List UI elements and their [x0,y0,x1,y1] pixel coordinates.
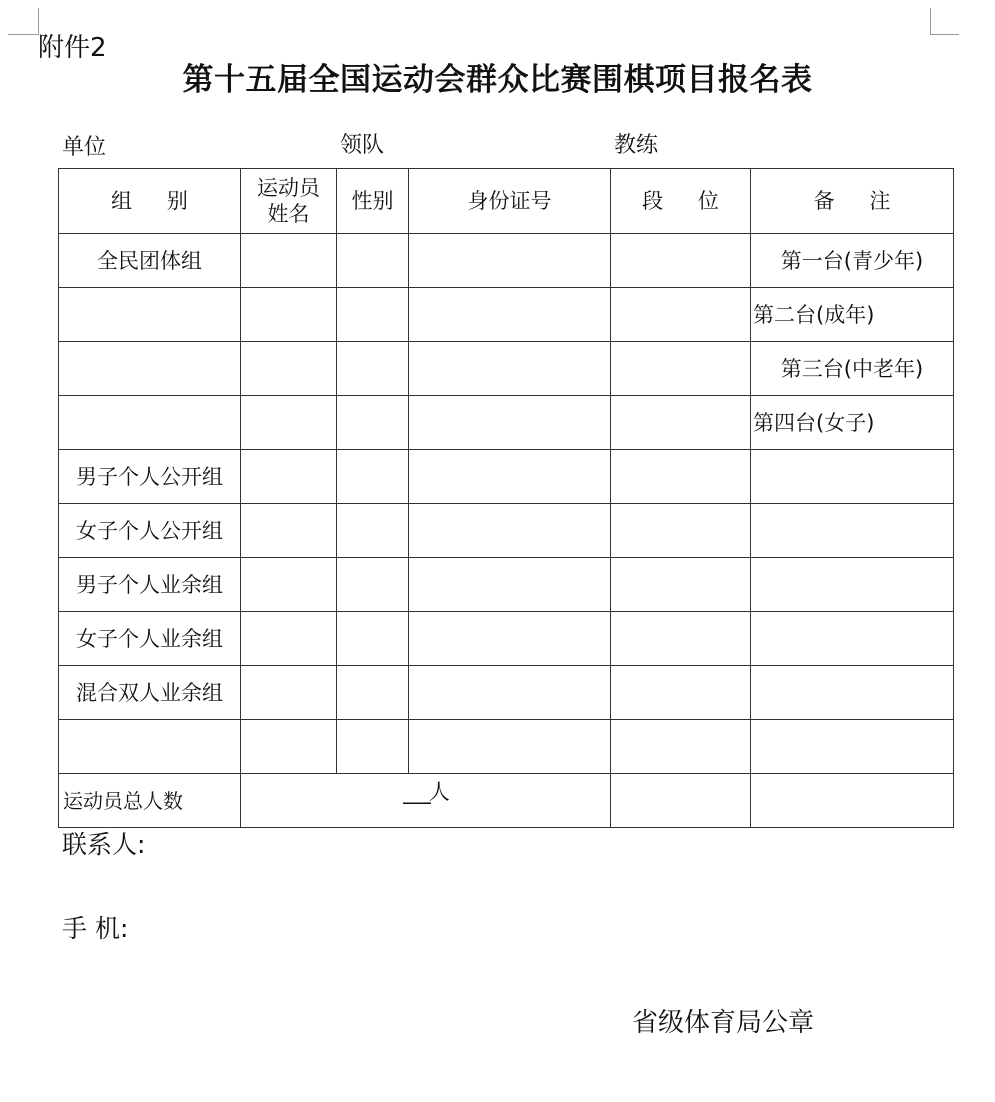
cell-id-number[interactable] [409,666,611,720]
cell-rank[interactable] [611,288,751,342]
header-name-line1: 运动员 [257,176,320,200]
table-row [59,504,954,558]
cell-gender[interactable] [337,234,409,288]
cell-gender[interactable] [337,396,409,450]
cell-rank[interactable] [611,450,751,504]
cell-id-number[interactable] [409,396,611,450]
cell-name[interactable] [241,666,337,720]
cell-rank[interactable] [611,720,751,774]
header-athlete-name [241,169,337,234]
cell-rank[interactable] [611,666,751,720]
table-row [59,666,954,720]
cell-id-number[interactable] [409,234,611,288]
cell-gender[interactable] [337,720,409,774]
cell-note: 第一台(青少年) [751,234,954,288]
cell-name[interactable] [241,396,337,450]
header-note: 备 注 [751,169,954,234]
page-title: 第十五届全国运动会群众比赛围棋项目报名表 [182,62,813,98]
cell-name[interactable] [241,612,337,666]
coach-label: 教练 [614,133,659,158]
cell-name[interactable] [241,450,337,504]
cell-note[interactable] [751,504,954,558]
table-row [59,450,954,504]
table-header-row [59,169,954,234]
total-row [59,774,954,828]
cell-rank[interactable] [611,396,751,450]
crop-mark-top-right [930,8,959,35]
header-id-number: 身份证号 [409,169,611,234]
phone-label: 手 机: [62,914,129,943]
table-row [59,234,954,288]
cell-note: 第二台(成年) [751,288,954,342]
total-athletes-value[interactable] [241,774,611,828]
cell-group [59,720,241,774]
cell-id-number[interactable] [409,612,611,666]
leader-label: 领队 [340,133,385,158]
cell-group: 女子个人公开组 [59,504,241,558]
cell-gender[interactable] [337,666,409,720]
table-row [59,288,954,342]
header-name-line2: 姓名 [267,202,310,226]
cell-rank[interactable] [611,342,751,396]
cell-name[interactable] [241,234,337,288]
cell-rank[interactable] [611,612,751,666]
cell-gender[interactable] [337,450,409,504]
cell-id-number[interactable] [409,504,611,558]
cell-id-number[interactable] [409,450,611,504]
header-group: 组 别 [59,169,241,234]
cell-group [59,396,241,450]
cell-id-number[interactable] [409,342,611,396]
total-athletes-label: 运动员总人数 [59,774,241,828]
cell-rank[interactable] [611,774,751,828]
cell-group: 男子个人业余组 [59,558,241,612]
cell-name[interactable] [241,504,337,558]
cell-group [59,288,241,342]
table-row [59,558,954,612]
cell-note: 第四台(女子) [751,396,954,450]
cell-name[interactable] [241,288,337,342]
cell-note: 第三台(中老年) [751,342,954,396]
cell-note[interactable] [751,612,954,666]
cell-note[interactable] [751,774,954,828]
annex-label: 附件2 [38,33,107,63]
cell-note[interactable] [751,450,954,504]
cell-note[interactable] [751,720,954,774]
cell-rank[interactable] [611,504,751,558]
total-blank: ___ [403,779,429,804]
table-row [59,720,954,774]
table-row [59,612,954,666]
unit-label: 单位 [62,135,107,160]
cell-gender[interactable] [337,342,409,396]
cell-group: 男子个人公开组 [59,450,241,504]
cell-group: 全民团体组 [59,234,241,288]
cell-note[interactable] [751,666,954,720]
cell-name[interactable] [241,342,337,396]
cell-group [59,342,241,396]
cell-id-number[interactable] [409,558,611,612]
table-row [59,342,954,396]
cell-gender[interactable] [337,504,409,558]
crop-mark-top-left [8,8,39,35]
cell-name[interactable] [241,558,337,612]
cell-note[interactable] [751,558,954,612]
cell-gender[interactable] [337,288,409,342]
cell-gender[interactable] [337,558,409,612]
cell-group: 女子个人业余组 [59,612,241,666]
header-gender: 性别 [337,169,409,234]
contact-label: 联系人: [62,830,146,859]
table-row [59,396,954,450]
cell-id-number[interactable] [409,288,611,342]
total-unit: 人 [428,779,448,804]
header-rank: 段 位 [611,169,751,234]
registration-table [58,168,954,828]
cell-group: 混合双人业余组 [59,666,241,720]
cell-id-number[interactable] [409,720,611,774]
cell-rank[interactable] [611,558,751,612]
cell-name[interactable] [241,720,337,774]
cell-gender[interactable] [337,612,409,666]
seal-label: 省级体育局公章 [632,1008,815,1038]
cell-rank[interactable] [611,234,751,288]
